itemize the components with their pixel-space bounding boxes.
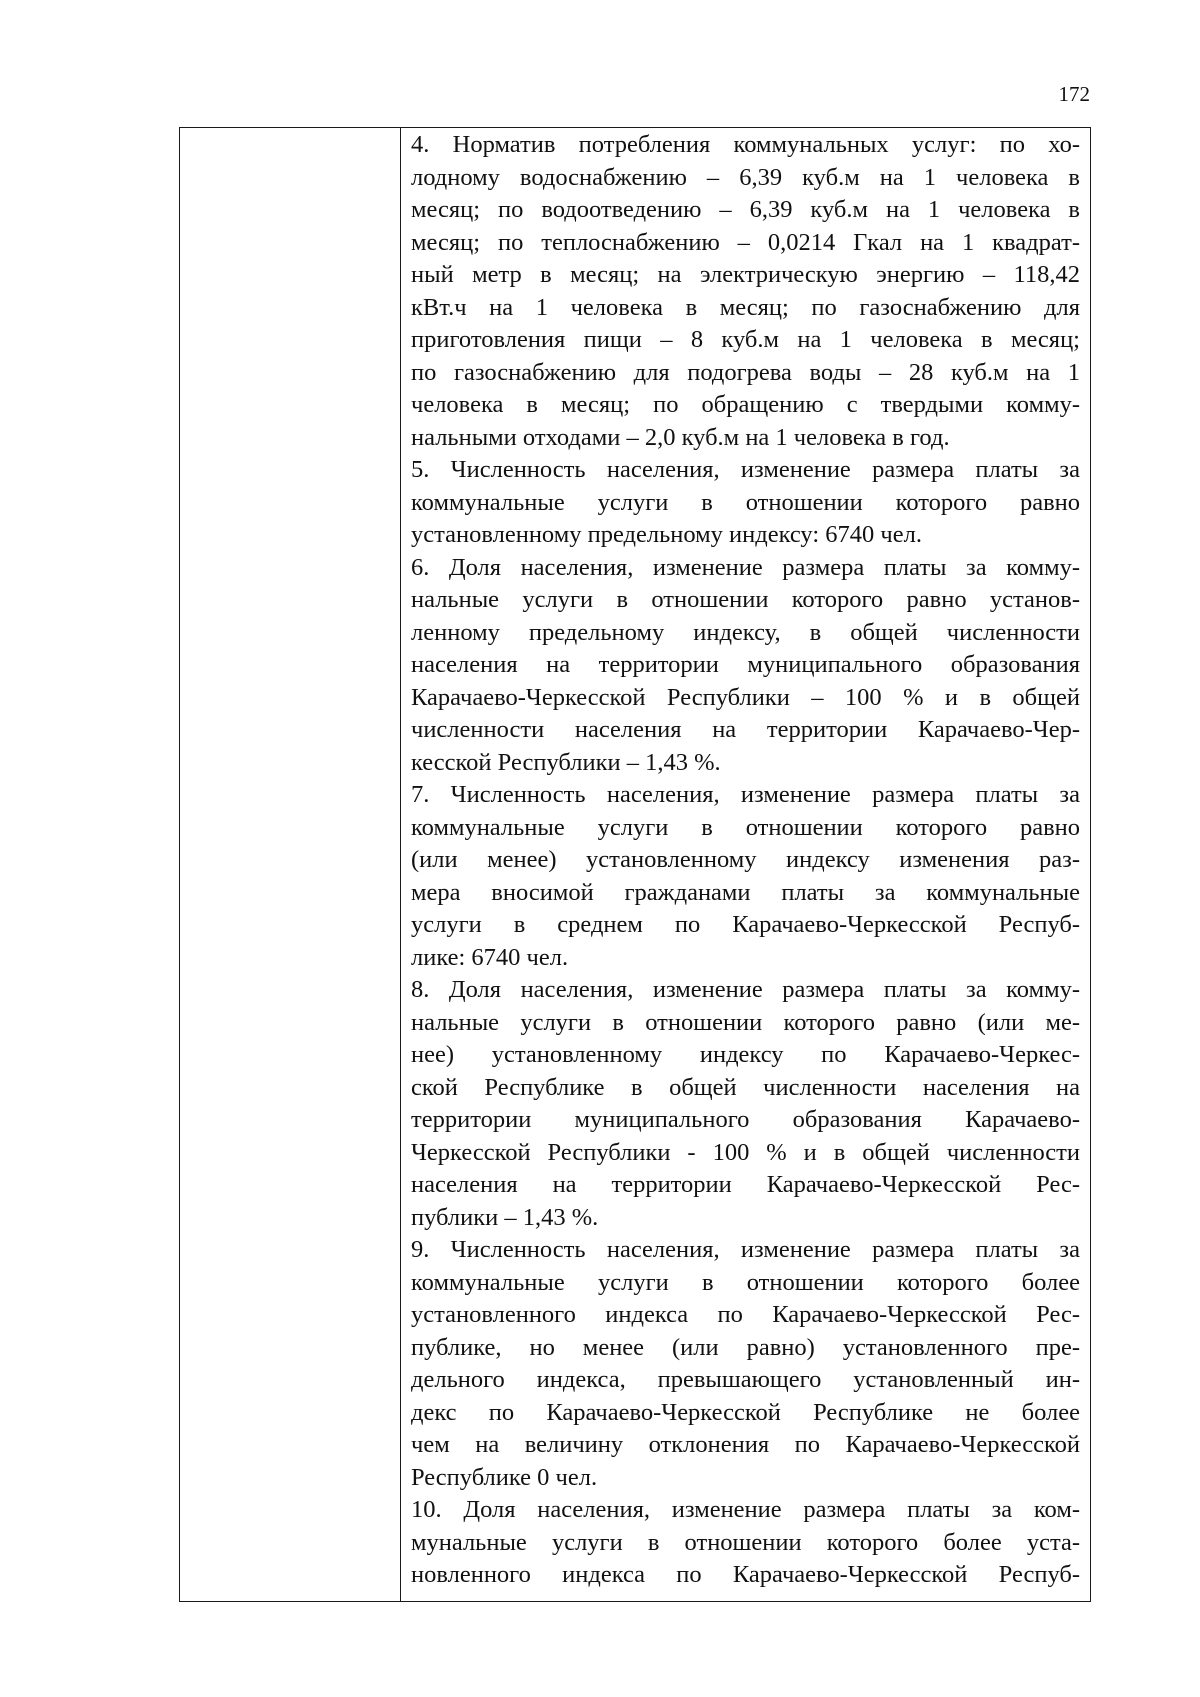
text-line: лике: 6740 чел.: [411, 943, 569, 971]
text-line: 5. Численность населения, изменение размера платы за: [411, 456, 1080, 483]
text-line: 8. Доля населения, изменение размера платы за комму-: [411, 976, 1080, 1003]
text-line: территории муниципального образования Карачаево-: [411, 1106, 1080, 1133]
text-line: населения на территории муниципального образования: [411, 651, 1080, 678]
text-line: публики – 1,43 %.: [411, 1203, 599, 1231]
text-line: мунальные услуги в отношении которого более уста-: [411, 1528, 1080, 1556]
text-line: кВт.ч на 1 человека в месяц; по газоснабжению для: [411, 293, 1080, 321]
text-line: (или менее) установленному индексу изменения раз-: [411, 846, 1080, 873]
document-table: [179, 127, 1091, 1602]
text-line: коммунальные услуги в отношении которого равно: [411, 813, 1080, 841]
text-line: чем на величину отклонения по Карачаево-Черкесской: [411, 1431, 1080, 1458]
table-left-cell: [180, 128, 401, 1601]
text-line: дельного индекса, превышающего установленный ин-: [411, 1366, 1080, 1393]
text-line: Республике 0 чел.: [411, 1463, 598, 1491]
text-line: месяц; по теплоснабжению – 0,0214 Гкал на 1 квадрат-: [411, 228, 1080, 256]
text-line: Карачаево-Черкесской Республики – 100 % и в общей: [411, 683, 1080, 711]
text-line: ской Республике в общей численности населения на: [411, 1073, 1080, 1101]
text-line: новленного индекса по Карачаево-Черкесской Респуб-: [411, 1561, 1080, 1588]
text-line: коммунальные услуги в отношении которого равно: [411, 488, 1080, 516]
text-line: ный метр в месяц; на электрическую энергию – 118,42: [411, 261, 1080, 288]
text-line: ленному предельному индексу, в общей численности: [411, 618, 1080, 646]
text-line: нее) установленному индексу по Карачаево-Черкес-: [411, 1041, 1080, 1068]
text-line: Черкесской Республики - 100 % и в общей численности: [411, 1138, 1080, 1166]
page-number: 172: [1058, 82, 1090, 106]
text-line: установленного индекса по Карачаево-Черкесской Рес-: [411, 1301, 1080, 1328]
text-line: публике, но менее (или равно) установленного пре-: [411, 1333, 1080, 1361]
text-line: нальные услуги в отношении которого равно установ-: [411, 586, 1080, 613]
text-line: установленному предельному индексу: 6740 чел.: [411, 521, 922, 548]
text-line: мера вносимой гражданами платы за коммунальные: [411, 878, 1080, 906]
text-line: месяц; по водоотведению – 6,39 куб.м на 1 человека в: [411, 196, 1080, 223]
text-line: приготовления пищи – 8 куб.м на 1 человека в месяц;: [411, 326, 1080, 353]
text-line: численности населения на территории Карачаево-Чер-: [411, 716, 1080, 743]
text-line: по газоснабжению для подогрева воды – 28 куб.м на 1: [411, 358, 1080, 386]
text-line: 9. Численность населения, изменение размера платы за: [411, 1236, 1080, 1263]
text-line: нальными отходами – 2,0 куб.м на 1 человека в год.: [411, 423, 950, 451]
text-line: 7. Численность населения, изменение размера платы за: [411, 781, 1080, 808]
text-line: лодному водоснабжению – 6,39 куб.м на 1 человека в: [411, 163, 1080, 191]
text-line: кесской Республики – 1,43 %.: [411, 748, 721, 776]
text-line: 6. Доля населения, изменение размера платы за комму-: [411, 553, 1080, 581]
table-right-cell: [401, 128, 1090, 1601]
text-line: 4. Норматив потребления коммунальных услуг: по хо-: [411, 131, 1080, 158]
text-line: коммунальные услуги в отношении которого более: [411, 1268, 1080, 1296]
text-line: нальные услуги в отношении которого равно (или ме-: [411, 1008, 1080, 1036]
text-line: декс по Карачаево-Черкесской Республике не более: [411, 1398, 1080, 1426]
text-line: услуги в среднем по Карачаево-Черкесской Респуб-: [411, 911, 1080, 938]
text-line: человека в месяц; по обращению с твердыми комму-: [411, 391, 1080, 418]
text-line: 10. Доля населения, изменение размера платы за ком-: [411, 1496, 1080, 1523]
text-line: населения на территории Карачаево-Черкесской Рес-: [411, 1171, 1080, 1198]
